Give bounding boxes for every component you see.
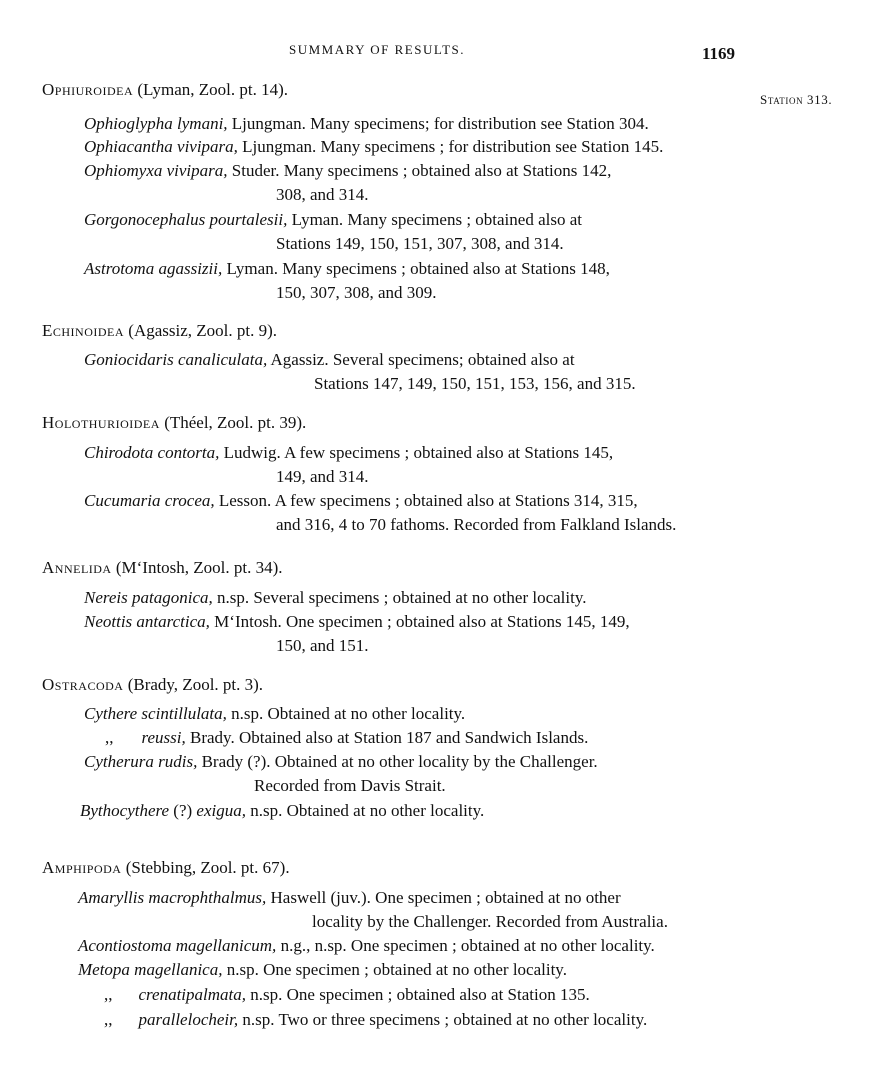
section-reference: (Agassiz, Zool. pt. 9).: [128, 321, 278, 340]
species-entry: [105, 728, 588, 748]
section-heading-echinoidea: [42, 321, 277, 341]
species-entry: [84, 612, 630, 632]
entry-continuation: Stations 149, 150, 151, 307, 308, and 314.: [276, 234, 564, 253]
section-reference: (Théel, Zool. pt. 39).: [164, 413, 307, 432]
species-name: Bythocythere: [80, 801, 170, 820]
entry-text: n.g., n.sp. One specimen ; obtained at no other locality.: [276, 936, 655, 955]
species-entry: [78, 888, 621, 908]
entry-continuation: 308, and 314.: [276, 185, 369, 204]
ditto-mark: ,,: [105, 728, 114, 747]
ditto-mark: ,,: [104, 985, 113, 1004]
species-name: Acontiostoma magellanicum,: [78, 936, 277, 955]
section-name: Ostracoda: [42, 675, 124, 694]
species-name: Ophiacantha vivipara,: [84, 137, 238, 156]
entry-continuation: 150, 307, 308, and 309.: [276, 283, 437, 302]
species-entry: [84, 210, 582, 230]
section-heading-amphipoda: [42, 858, 290, 878]
entry-text: Lesson. A few specimens ; obtained also at Stations 314, 315,: [214, 491, 638, 510]
entry-continuation: and 316, 4 to 70 fathoms. Recorded from Falkland Islands.: [276, 515, 677, 534]
entry-text: n.sp. Obtained at no other locality.: [246, 801, 485, 820]
section-name: Holothurioidea: [42, 413, 160, 432]
species-name: parallelocheir,: [138, 1010, 239, 1029]
species-entry: [84, 114, 649, 134]
species-entry: [84, 259, 610, 279]
species-name: Chirodota contorta,: [84, 443, 220, 462]
section-name: Annelida: [42, 558, 112, 577]
species-entry: [84, 752, 598, 772]
station-marginal-note: Station 313.: [760, 92, 833, 107]
entry-text: Brady. Obtained also at Station 187 and Sandwich Islands.: [185, 728, 589, 747]
section-reference: (Brady, Zool. pt. 3).: [127, 675, 264, 694]
species-name: Cythere scintillulata,: [84, 704, 227, 723]
species-name: Neottis antarctica,: [84, 612, 210, 631]
species-name: Ophiomyxa vivipara,: [84, 161, 228, 180]
species-name: Cytherura rudis,: [84, 752, 198, 771]
running-title: SUMMARY OF RESULTS.: [289, 42, 466, 57]
section-heading-holothurioidea: [42, 413, 306, 433]
species-entry: [84, 704, 465, 724]
ditto-mark: ,,: [104, 1010, 113, 1029]
entry-text: n.sp. Obtained at no other locality.: [226, 704, 466, 723]
section-reference: (Stebbing, Zool. pt. 67).: [125, 858, 290, 877]
entry-continuation: Stations 147, 149, 150, 151, 153, 156, and 315.: [314, 374, 636, 393]
entry-text: (?): [169, 801, 197, 820]
species-name: Nereis patagonica,: [84, 588, 213, 607]
entry-text: M‘Intosh. One specimen ; obtained also at Stations 145, 149,: [209, 612, 630, 631]
species-entry: [84, 161, 611, 181]
page-number: 1169: [702, 44, 736, 63]
entry-continuation: locality by the Challenger. Recorded from Australia.: [312, 912, 668, 931]
entry-text: Studer. Many specimens ; obtained also at Stations 142,: [227, 161, 612, 180]
species-entry: [84, 350, 575, 370]
section-reference: (M‘Intosh, Zool. pt. 34).: [115, 558, 283, 577]
species-name: Metopa magellanica,: [78, 960, 223, 979]
section-heading-annelida: [42, 558, 283, 578]
entry-continuation: 150, and 151.: [276, 636, 369, 655]
entry-text: n.sp. Two or three specimens ; obtained at no other locality.: [238, 1010, 648, 1029]
entry-text: Ljungman. Many specimens ; for distribution see Station 145.: [237, 137, 664, 156]
entry-continuation: 149, and 314.: [276, 467, 369, 486]
species-name: Ophioglypha lymani,: [84, 114, 228, 133]
entry-text: n.sp. Several specimens ; obtained at no other locality.: [212, 588, 587, 607]
section-name: Echinoidea: [42, 321, 125, 340]
species-name: Goniocidaris canaliculata,: [84, 350, 268, 369]
species-name: Cucumaria crocea,: [84, 491, 215, 510]
species-entry: [84, 443, 613, 463]
entry-text: Lyman. Many specimens ; obtained also at Stations 148,: [222, 259, 610, 278]
species-entry: [80, 801, 484, 821]
species-entry: [84, 491, 638, 511]
entry-text: Ludwig. A few specimens ; obtained also at Stations 145,: [219, 443, 614, 462]
section-reference: (Lyman, Zool. pt. 14).: [137, 80, 288, 99]
species-entry: [104, 1010, 647, 1030]
entry-text: Haswell (juv.). One specimen ; obtained at no other: [266, 888, 621, 907]
section-name: Ophiuroidea: [42, 80, 134, 99]
species-name: reussi,: [141, 728, 186, 747]
entry-text: Agassiz. Several specimens; obtained also at: [267, 350, 575, 369]
species-entry: [84, 137, 663, 157]
entry-text: Ljungman. Many specimens; for distribution see Station 304.: [227, 114, 649, 133]
entry-text: Brady (?). Obtained at no other locality by the Challenger.: [197, 752, 598, 771]
section-heading-ostracoda: [42, 675, 263, 695]
entry-continuation: Recorded from Davis Strait.: [254, 776, 446, 795]
section-heading-ophiuroidea: [42, 80, 288, 100]
entry-text: n.sp. One specimen ; obtained at no other locality.: [222, 960, 567, 979]
species-entry: [104, 985, 590, 1005]
species-entry: [84, 588, 587, 608]
species-name: Amaryllis macrophthalmus,: [78, 888, 267, 907]
species-entry: [78, 960, 567, 980]
species-entry: [78, 936, 655, 956]
entry-text: Lyman. Many specimens ; obtained also at: [287, 210, 582, 229]
species-name: crenatipalmata,: [138, 985, 246, 1004]
species-name: Gorgonocephalus pourtalesii,: [84, 210, 288, 229]
species-name: Astrotoma agassizii,: [84, 259, 223, 278]
entry-text: n.sp. One specimen ; obtained also at Station 135.: [246, 985, 590, 1004]
section-name: Amphipoda: [42, 858, 122, 877]
species-name: exigua,: [196, 801, 246, 820]
